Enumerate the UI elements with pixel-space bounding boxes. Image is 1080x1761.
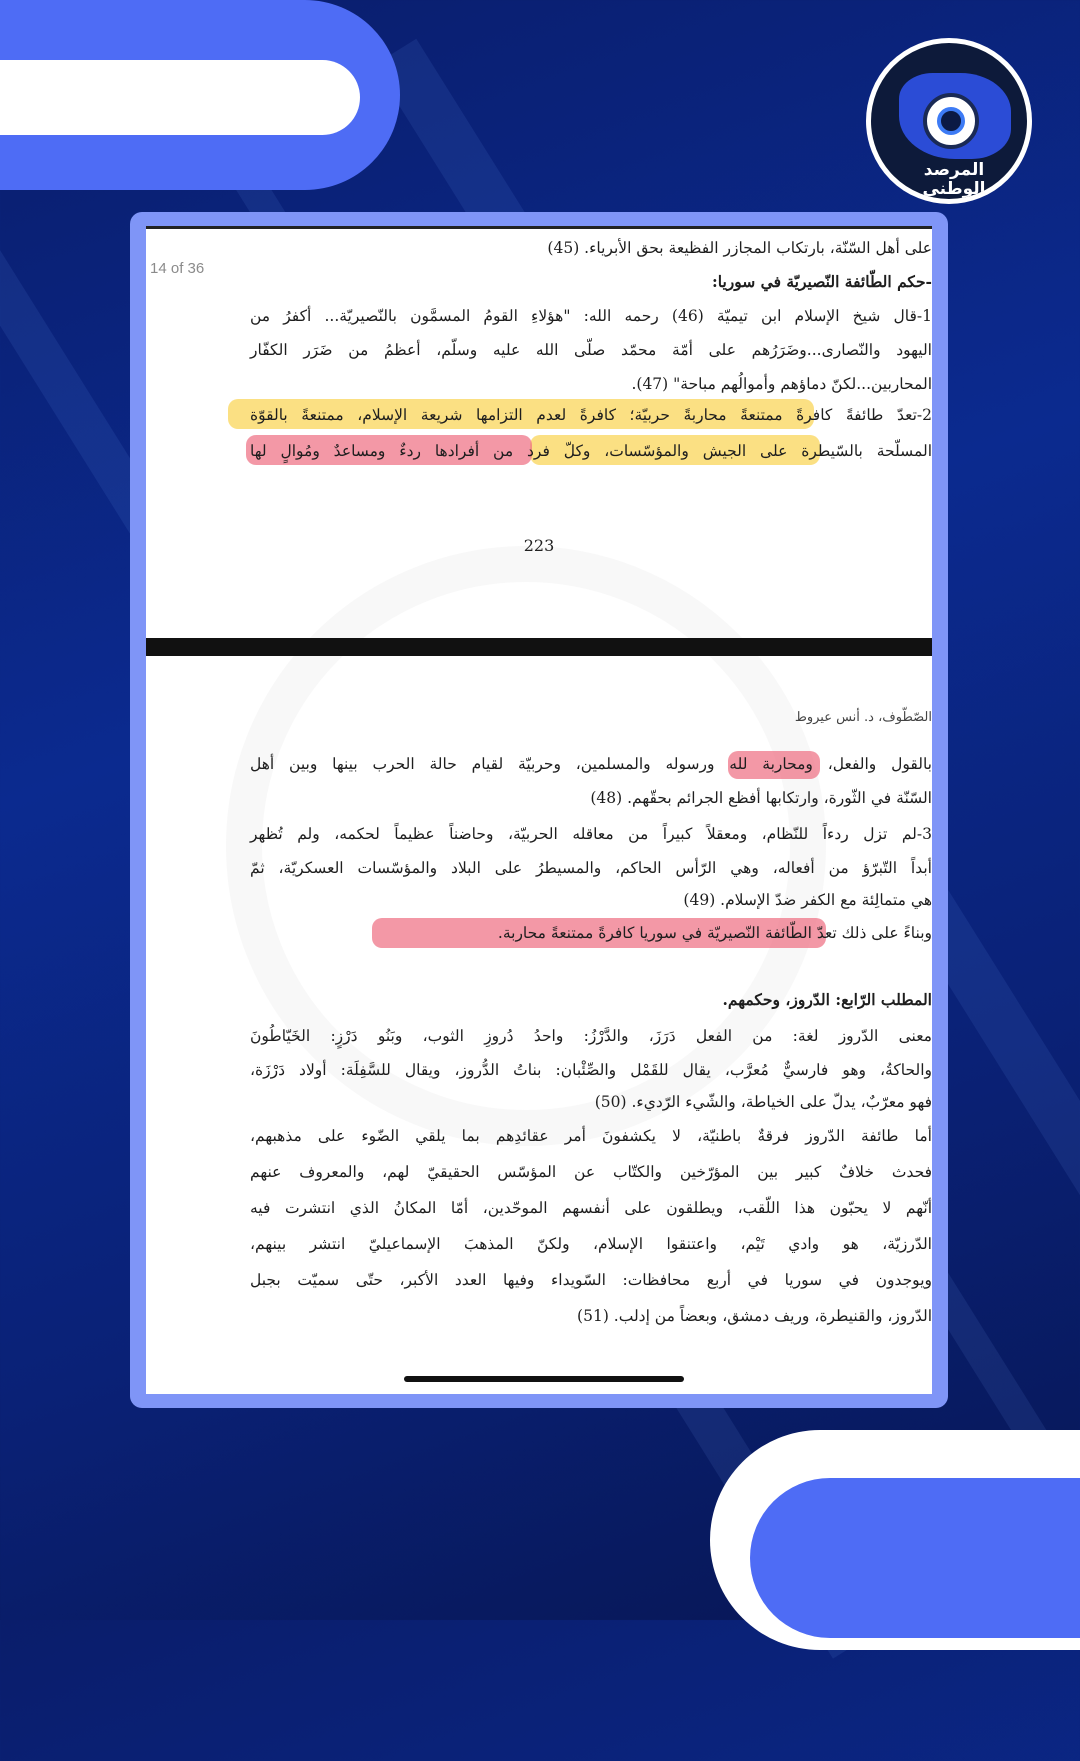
scroll-indicator[interactable]: [404, 1376, 684, 1382]
section-heading: -حكم الطّائفة النّصيريّة في سوريا:: [712, 272, 932, 291]
text-line: اليهود والنّصارى...وضَرَرُهم على أمّة محمّد صلّى الله عليه وسلّم، أعظمُ من ضَرَر الكفّار: [250, 341, 932, 359]
running-header: الصّطّوف، د. أنس عيروط: [794, 710, 932, 725]
page-separator: [146, 638, 932, 656]
text-line: على أهل السّنّة، بارتكاب المجازر الفظيعة بحق الأبرياء. (45): [547, 239, 932, 257]
eye-pupil-icon: [937, 107, 965, 135]
text-line: معنى الدّروز لغة: من الفعل دَرَزَ، والدَّرْزُ: واحدُ دُروزِ الثوب، وبَنُو دَرْزٍ: الخَيّاطُونَ: [250, 1027, 932, 1045]
decorative-pill-bottom-inner: [750, 1478, 1080, 1638]
page-top-border: [146, 226, 932, 229]
text-line: المحاربين...لكنّ دماؤهم وأموالُهم مباحة" (47).: [631, 375, 932, 393]
text-line: 1-قال شيخ الإسلام ابن تيميّة (46) رحمه الله: "هؤلاءِ القومُ المسمَّون بالنّصيريّة... أكفرُ من: [250, 307, 932, 325]
text-line: أبداً التّبرّؤ من أفعاله، وهي الرّأس الحاكم، والمسيطرُ على البلاد والمؤسّسات العسكريّة، ثمّ: [250, 859, 932, 877]
text-line: بالقول والفعل، ومحاربة لله ورسوله والمسلمين، وحربيّة لقيام حالة الحرب بينها وبين أهل: [250, 755, 932, 773]
text-line: فحدث خلافٌ كبير بين المؤرّخين والكتّاب عن المؤسّس الحقيقيّ لهم، والمعروف عنهم: [250, 1163, 932, 1181]
text-line: أنّهم لا يحبّون هذا اللّقب، ويطلقون على أنفسهم الموحّدين، أمّا المكانُ الذي انتشرت فيه: [250, 1199, 932, 1217]
text-line: المسلّحة بالسّيطرة على الجيش والمؤسّسات، وكلّ فرد من أفرادها ردءٌ ومساعدٌ ومُوالٍ لها: [250, 442, 932, 460]
logo-text: المرصد الوطني: [922, 160, 986, 199]
text-line: 2-تعدّ طائفةً كافرةً ممتنعةً محاربةً حربيّة؛ كافرةً لعدم التزامها شريعة الإسلام، ممتنعةً بالقوّة: [250, 406, 932, 424]
text-line: فهو معرّبٌ، يدلّ على الخياطة، والشّيء الرّديء. (50): [594, 1093, 932, 1111]
text-line: أما طائفة الدّروز فرقةٌ باطنيّة، لا يكشفونَ أمر عقائدِهم بما يلقي الضّوء على مذهبهم،: [250, 1127, 932, 1145]
page-number: 223: [523, 536, 555, 555]
text-line: والحاكةُ، وهو فارسيٌّ مُعرَّب، يقال للقَمْل والصِّئْبان: بناتُ الدُّروز، ويقال للسَّفِلَة: أولاد دَرْزَة،: [250, 1061, 932, 1079]
observatory-logo: [866, 38, 1032, 204]
text-line: 3-لم تزل ردءاً للنّظام، ومعقلاً كبيراً من معاقله الحربيّة، وحاضناً عظيماً لحكمه، ولم تُظهر: [250, 825, 932, 843]
text-line: الدّروز، والقنيطرة، وريف دمشق، وبعضاً من إدلب. (51): [577, 1307, 932, 1325]
text-line: هي متمالِئة مع الكفر ضدّ الإسلام. (49): [683, 891, 932, 909]
page-counter: 14 of 36: [150, 260, 205, 277]
section-heading: المطلب الرّابع: الدّروز، وحكمهم.: [722, 990, 932, 1009]
document-page[interactable]: [146, 226, 932, 1394]
decorative-pill-top-inner: [0, 60, 360, 135]
text-line: وبناءً على ذلك تعدّ الطّائفة النّصيريّة في سوريا كافرةً ممتنعةً محاربة.: [497, 924, 932, 942]
text-line: السّنّة في الثّورة، وارتكابها أفظع الجرائم بحقّهم. (48): [590, 789, 932, 807]
text-line: ويوجدون في سوريا في أربع محافظات: السّويداء وفيها العدد الأكبر، حتّى سميّت بجبل: [250, 1271, 932, 1289]
text-line: الدّرزيّة، هو وادي تَيْم، واعتنقوا الإسلام، ولكنّ المذهبَ الإسماعيليّ انتشر بينهم،: [250, 1235, 932, 1253]
